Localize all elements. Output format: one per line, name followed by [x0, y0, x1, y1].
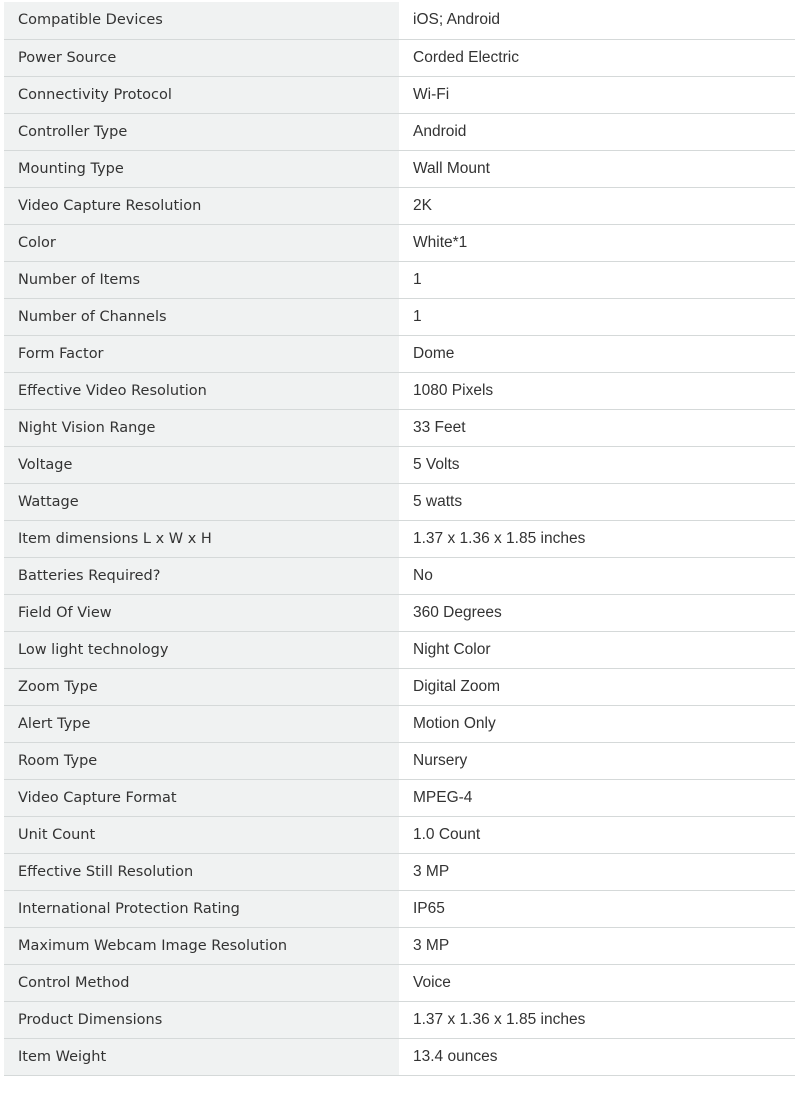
spec-value: 1080 Pixels: [399, 372, 795, 409]
spec-row: [4, 483, 795, 520]
spec-value: 33 Feet: [399, 409, 795, 446]
spec-label: Low light technology: [4, 631, 399, 668]
spec-row: [4, 150, 795, 187]
spec-row: [4, 298, 795, 335]
product-specs-table: [4, 2, 795, 1076]
spec-label: Unit Count: [4, 816, 399, 853]
spec-value: Wi-Fi: [399, 76, 795, 113]
spec-label: Power Source: [4, 39, 399, 76]
spec-value: 5 Volts: [399, 446, 795, 483]
spec-label: Item Weight: [4, 1038, 399, 1075]
spec-value: Nursery: [399, 742, 795, 779]
spec-value: 1.37 x 1.36 x 1.85 inches: [399, 1001, 795, 1038]
spec-value: Digital Zoom: [399, 668, 795, 705]
spec-row: [4, 1001, 795, 1038]
spec-value: 1: [399, 261, 795, 298]
spec-label: Wattage: [4, 483, 399, 520]
spec-label: Control Method: [4, 964, 399, 1001]
spec-label: Connectivity Protocol: [4, 76, 399, 113]
spec-row: [4, 187, 795, 224]
spec-label: Controller Type: [4, 113, 399, 150]
spec-label: Zoom Type: [4, 668, 399, 705]
spec-value: Voice: [399, 964, 795, 1001]
spec-label: Color: [4, 224, 399, 261]
spec-value: 3 MP: [399, 853, 795, 890]
spec-label: Batteries Required?: [4, 557, 399, 594]
spec-label: Alert Type: [4, 705, 399, 742]
spec-value: Wall Mount: [399, 150, 795, 187]
spec-row: [4, 964, 795, 1001]
spec-label: Number of Items: [4, 261, 399, 298]
spec-label: Field Of View: [4, 594, 399, 631]
spec-label: Effective Still Resolution: [4, 853, 399, 890]
spec-value: iOS; Android: [399, 2, 795, 39]
spec-row: [4, 890, 795, 927]
spec-row: [4, 853, 795, 890]
spec-row: [4, 39, 795, 76]
spec-label: Maximum Webcam Image Resolution: [4, 927, 399, 964]
spec-label: Video Capture Format: [4, 779, 399, 816]
spec-value: Dome: [399, 335, 795, 372]
spec-label: Video Capture Resolution: [4, 187, 399, 224]
spec-label: Item dimensions L x W x H: [4, 520, 399, 557]
spec-label: Effective Video Resolution: [4, 372, 399, 409]
spec-row: [4, 372, 795, 409]
spec-label: International Protection Rating: [4, 890, 399, 927]
spec-value: Android: [399, 113, 795, 150]
spec-value: White*1: [399, 224, 795, 261]
spec-value: IP65: [399, 890, 795, 927]
spec-value: 1: [399, 298, 795, 335]
spec-row: [4, 557, 795, 594]
spec-row: [4, 224, 795, 261]
spec-row: [4, 779, 795, 816]
spec-row: [4, 446, 795, 483]
spec-row: [4, 409, 795, 446]
spec-value: Night Color: [399, 631, 795, 668]
spec-label: Compatible Devices: [4, 2, 399, 39]
spec-row: [4, 261, 795, 298]
spec-row: [4, 705, 795, 742]
spec-value: Motion Only: [399, 705, 795, 742]
spec-label: Number of Channels: [4, 298, 399, 335]
spec-row: [4, 631, 795, 668]
spec-row: [4, 76, 795, 113]
spec-value: 1.0 Count: [399, 816, 795, 853]
spec-label: Voltage: [4, 446, 399, 483]
spec-value: 360 Degrees: [399, 594, 795, 631]
spec-row: [4, 113, 795, 150]
spec-value: Corded Electric: [399, 39, 795, 76]
spec-value: 1.37 x 1.36 x 1.85 inches: [399, 520, 795, 557]
spec-label: Form Factor: [4, 335, 399, 372]
spec-row: [4, 2, 795, 39]
spec-value: MPEG-4: [399, 779, 795, 816]
spec-value: 13.4 ounces: [399, 1038, 795, 1075]
spec-row: [4, 594, 795, 631]
spec-row: [4, 1038, 795, 1075]
spec-value: 5 watts: [399, 483, 795, 520]
spec-row: [4, 927, 795, 964]
spec-table-body: [4, 2, 795, 1075]
spec-value: No: [399, 557, 795, 594]
spec-row: [4, 335, 795, 372]
spec-value: 2K: [399, 187, 795, 224]
spec-row: [4, 520, 795, 557]
spec-label: Product Dimensions: [4, 1001, 399, 1038]
spec-row: [4, 816, 795, 853]
spec-row: [4, 742, 795, 779]
spec-label: Mounting Type: [4, 150, 399, 187]
spec-label: Night Vision Range: [4, 409, 399, 446]
spec-row: [4, 668, 795, 705]
spec-value: 3 MP: [399, 927, 795, 964]
spec-label: Room Type: [4, 742, 399, 779]
